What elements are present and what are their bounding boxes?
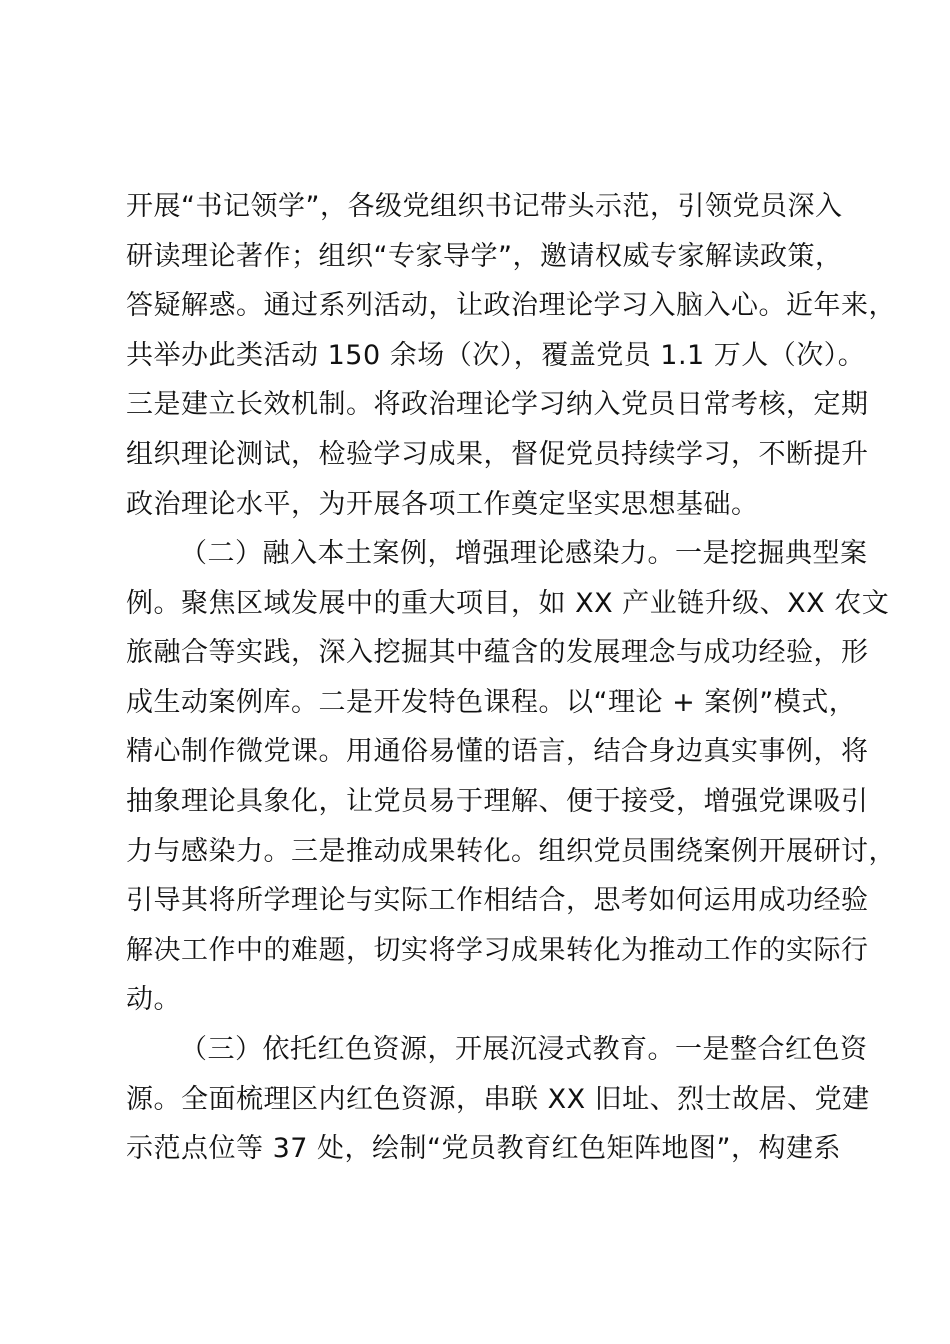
- paragraph-line: 组织理论测试，检验学习成果，督促党员持续学习，不断提升: [126, 438, 869, 470]
- paragraph-line: 例。聚焦区域发展中的重大项目，如 XX 产业链升级、XX 农文: [126, 587, 890, 619]
- paragraph-line: （三）依托红色资源，开展沉浸式教育。一是整合红色资: [180, 1034, 868, 1065]
- paragraph-3: [126, 1025, 870, 1174]
- paragraph-1: [126, 182, 896, 529]
- paragraph-line: 示范点位等 37 处，绘制“党员教育红色矩阵地图”，构建系: [126, 1133, 841, 1165]
- paragraph-line: 力与感染力。三是推动成果转化。组织党员围绕案例开展研讨，: [126, 835, 896, 867]
- paragraph-line: 三是建立长效机制。将政治理论学习纳入党员日常考核，定期: [126, 389, 869, 421]
- paragraph-line: 答疑解惑。通过系列活动，让政治理论学习入脑入心。近年来，: [126, 290, 896, 322]
- paragraph-line: 成生动案例库。二是开发特色课程。以“理论 + 案例”模式，: [126, 686, 857, 718]
- paragraph-line: 动。: [126, 984, 181, 1016]
- paragraph-line: 精心制作微党课。用通俗易懂的语言，结合身边真实事例，将: [126, 736, 869, 768]
- paragraph-line: 抽象理论具象化，让党员易于理解、便于接受，增强党课吸引: [126, 785, 869, 817]
- paragraph-2: [126, 529, 896, 1025]
- paragraph-line: 政治理论水平，为开展各项工作奠定坚实思想基础。: [126, 488, 759, 520]
- paragraph-line: （二）融入本土案例，增强理论感染力。一是挖掘典型案: [180, 538, 868, 569]
- paragraph-line: 引导其将所学理论与实际工作相结合，思考如何运用成功经验: [126, 885, 869, 917]
- paragraph-line: 研读理论著作；组织“专家导学”，邀请权威专家解读政策，: [126, 240, 843, 272]
- paragraph-line: 源。全面梳理区内红色资源，串联 XX 旧址、烈士故居、党建: [126, 1083, 870, 1115]
- paragraph-line: 开展“书记领学”，各级党组织书记带头示范，引领党员深入: [126, 191, 843, 222]
- paragraph-line: 解决工作中的难题，切实将学习成果转化为推动工作的实际行: [126, 934, 869, 966]
- paragraph-line: 旅融合等实践，深入挖掘其中蕴含的发展理念与成功经验，形: [126, 637, 869, 669]
- paragraph-line: 共举办此类活动 150 余场（次），覆盖党员 1.1 万人（次）。: [126, 339, 866, 371]
